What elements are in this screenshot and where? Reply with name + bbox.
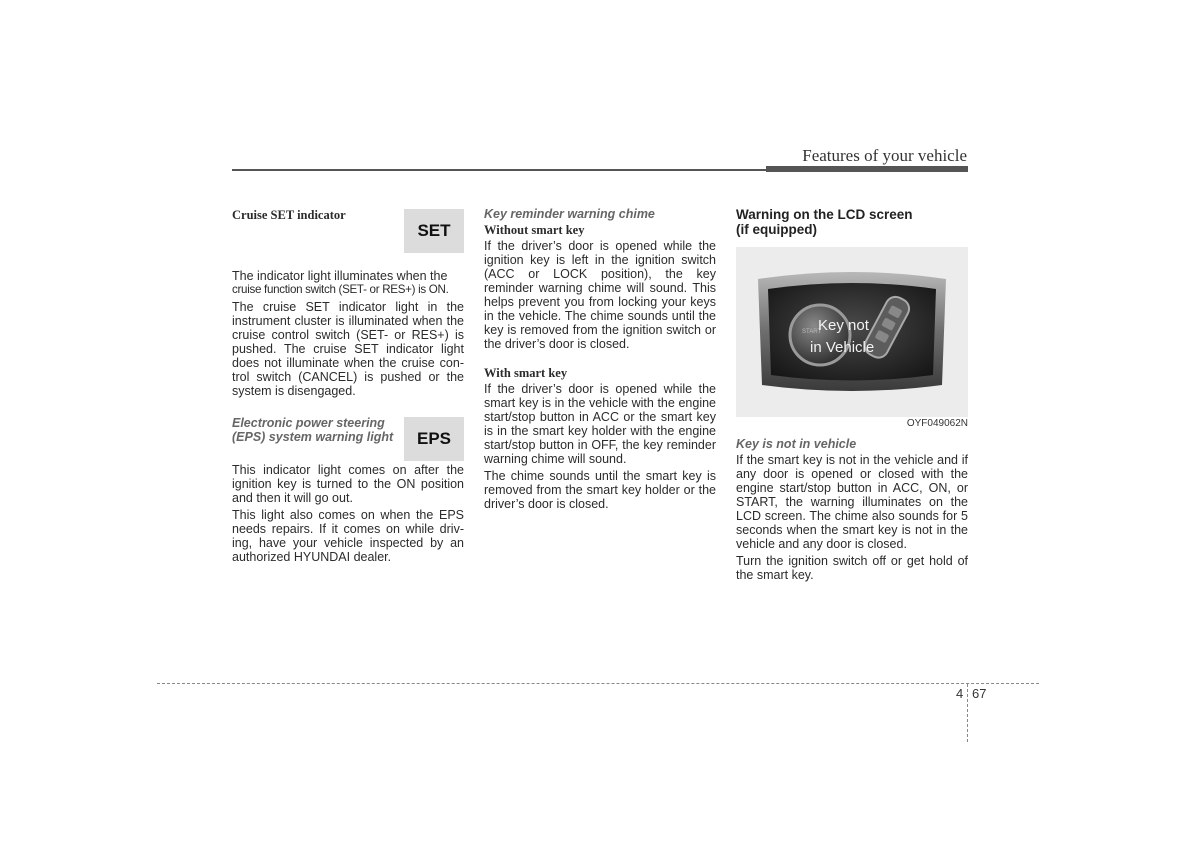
lcd-screen-illustration xyxy=(736,247,968,417)
eps-warning-icon: EPS xyxy=(404,417,464,461)
cruise-set-heading: Cruise SET indicator xyxy=(232,208,346,222)
footer-rule xyxy=(157,683,1039,684)
key-not-in-vehicle-heading: Key is not in vehicle xyxy=(736,437,857,451)
with-smart-key-heading: With smart key xyxy=(484,366,568,380)
key-not-in-vehicle-para2: Turn the ignition switch off or get hold of the smart key. xyxy=(736,554,968,582)
set-indicator-icon: SET xyxy=(404,209,464,253)
column-3-lower xyxy=(736,437,968,585)
eps-para1: This indicator light comes on after the ignition key is turned to the ON position and then it will go out. xyxy=(232,463,464,505)
lcd-warning-title-line2: (if equipped) xyxy=(736,222,817,237)
without-smart-key-para: If the driver’s door is opened while the ignition key is left in the ignition switch (ACC or LOCK position), the key reminder warning chime will sound. This helps prevent you from locking your keys in the vehicle. The chime sounds until the key is removed from the ignition switch or the driver’s door is closed. xyxy=(484,239,716,351)
eps-heading: Electronic power steering (EPS) system warning light xyxy=(232,416,394,444)
lcd-warning-title-line1: Warning on the LCD screen xyxy=(736,207,913,222)
start-button-icon xyxy=(790,305,850,365)
lcd-screen-image xyxy=(736,247,968,417)
key-reminder-heading: Key reminder warning chime xyxy=(484,207,655,221)
cruise-set-para1-line1: The indicator light illuminates when the xyxy=(232,269,448,283)
chapter-number: 4 xyxy=(956,686,964,701)
cruise-set-para1-line2: cruise function switch (SET- or RES+) is ON. xyxy=(232,283,449,296)
with-smart-key-para2: The chime sounds until the smart key is removed from the smart key holder or the driver’s door is closed. xyxy=(484,469,716,511)
column-1 xyxy=(232,207,464,567)
lcd-message-line1: Key not xyxy=(818,317,869,334)
footer-divider xyxy=(967,684,968,742)
without-smart-key-heading: Without smart key xyxy=(484,223,585,237)
eps-para2: This light also comes on when the EPS needs repairs. If it comes on while driv-ing, have your vehicle inspected by an authorized HYUNDAI dealer. xyxy=(232,508,464,564)
lcd-message-line2: in Vehicle xyxy=(810,339,875,356)
column-2 xyxy=(484,207,716,514)
cruise-set-para2: The cruise SET indicator light in the instrument cluster is illuminated when the cruise control switch (SET- or RES+) is pushed. The cruise SET indicator light does not illuminate when the cruise con-trol switch (CANCEL) is pushed or the system is disengaged. xyxy=(232,300,464,398)
column-3 xyxy=(736,207,968,237)
page-number: 67 xyxy=(972,686,987,701)
header-title: Features of your vehicle xyxy=(802,146,967,165)
with-smart-key-para1: If the driver’s door is opened while the smart key is in the vehicle with the engine start/stop button in ACC or the smart key is in the smart key holder with the engine start/stop button in OFF, the key reminder warning chime will sound. xyxy=(484,382,716,466)
image-caption: OYF049062N xyxy=(906,418,968,429)
key-not-in-vehicle-para1: If the smart key is not in the vehicle and if any door is opened or closed with the engine start/stop button in ACC, ON, or START, the warning illuminates on the LCD screen. The chime also sounds for 5 seconds when the smart key is not in the vehicle and any door is closed. xyxy=(736,453,968,551)
header-accent-bar xyxy=(766,166,968,172)
start-button-label: START xyxy=(802,329,822,335)
